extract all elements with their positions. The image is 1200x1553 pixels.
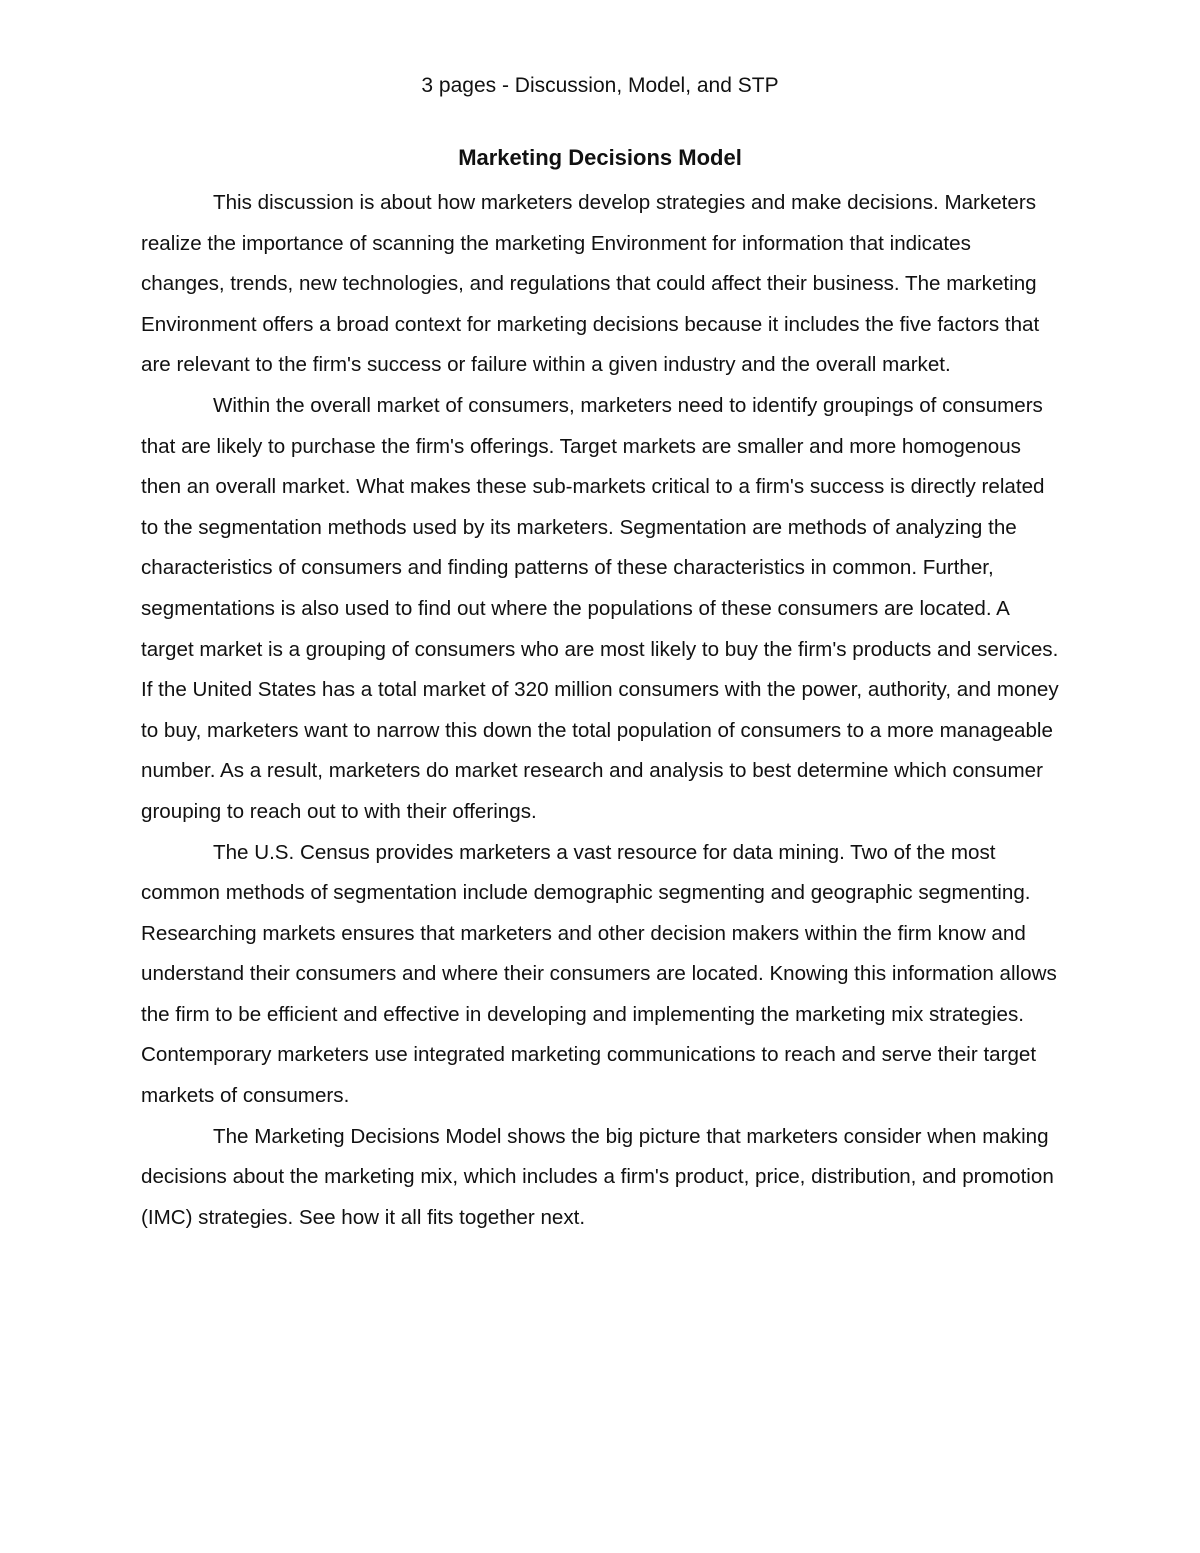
paragraph-4: The Marketing Decisions Model shows the big picture that marketers consider when making decisions about the marketing mix, which includes a firm's product, price, distribution, and promotion (IMC) strategies. See how it all fits together next. (141, 1124, 1054, 1229)
paragraph-2: Within the overall market of consumers, marketers need to identify groupings of consumers that are likely to purchase the firm's offerings. Target markets are smaller and more homogenous then an overall market. What makes these sub-markets critical to a firm's success is directly related to the segmentation methods used by its marketers. Segmentation are methods of analyzing the characteristics of consumers and finding patterns of these characteristics in common. Further, segmentations is also used to find out where the populations of these consumers are located. A target market is a grouping of consumers who are most likely to buy the firm's products and services. If the United States has a total market of 320 million consumers with the power, authority, and money to buy, marketers want to narrow this down the total population of consumers to a more manageable number. As a result, marketers do market research and analysis to best determine which consumer grouping to reach out to with their offerings. (141, 393, 1059, 823)
document-body (141, 183, 1059, 1238)
paragraph-1: This discussion is about how marketers develop strategies and make decisions. Marketers realize the importance of scanning the marketing Environment for information that indicates changes, trends, new technologies, and regulations that could affect their business. The marketing Environment offers a broad context for marketing decisions because it includes the five factors that are relevant to the firm's success or failure within a given industry and the overall market. (141, 191, 1040, 377)
paragraph-3: The U.S. Census provides marketers a vast resource for data mining. Two of the most common methods of segmentation include demographic segmenting and geographic segmenting. Researching markets ensures that marketers and other decision makers within the firm know and understand their consumers and where their consumers are located. Knowing this information allows the firm to be efficient and effective in developing and implementing the marketing mix strategies. Contemporary marketers use integrated marketing communications to reach and serve their target markets of consumers. (141, 840, 1057, 1108)
page-header: 3 pages - Discussion, Model, and STP (421, 74, 779, 97)
document-title: Marketing Decisions Model (458, 145, 742, 170)
